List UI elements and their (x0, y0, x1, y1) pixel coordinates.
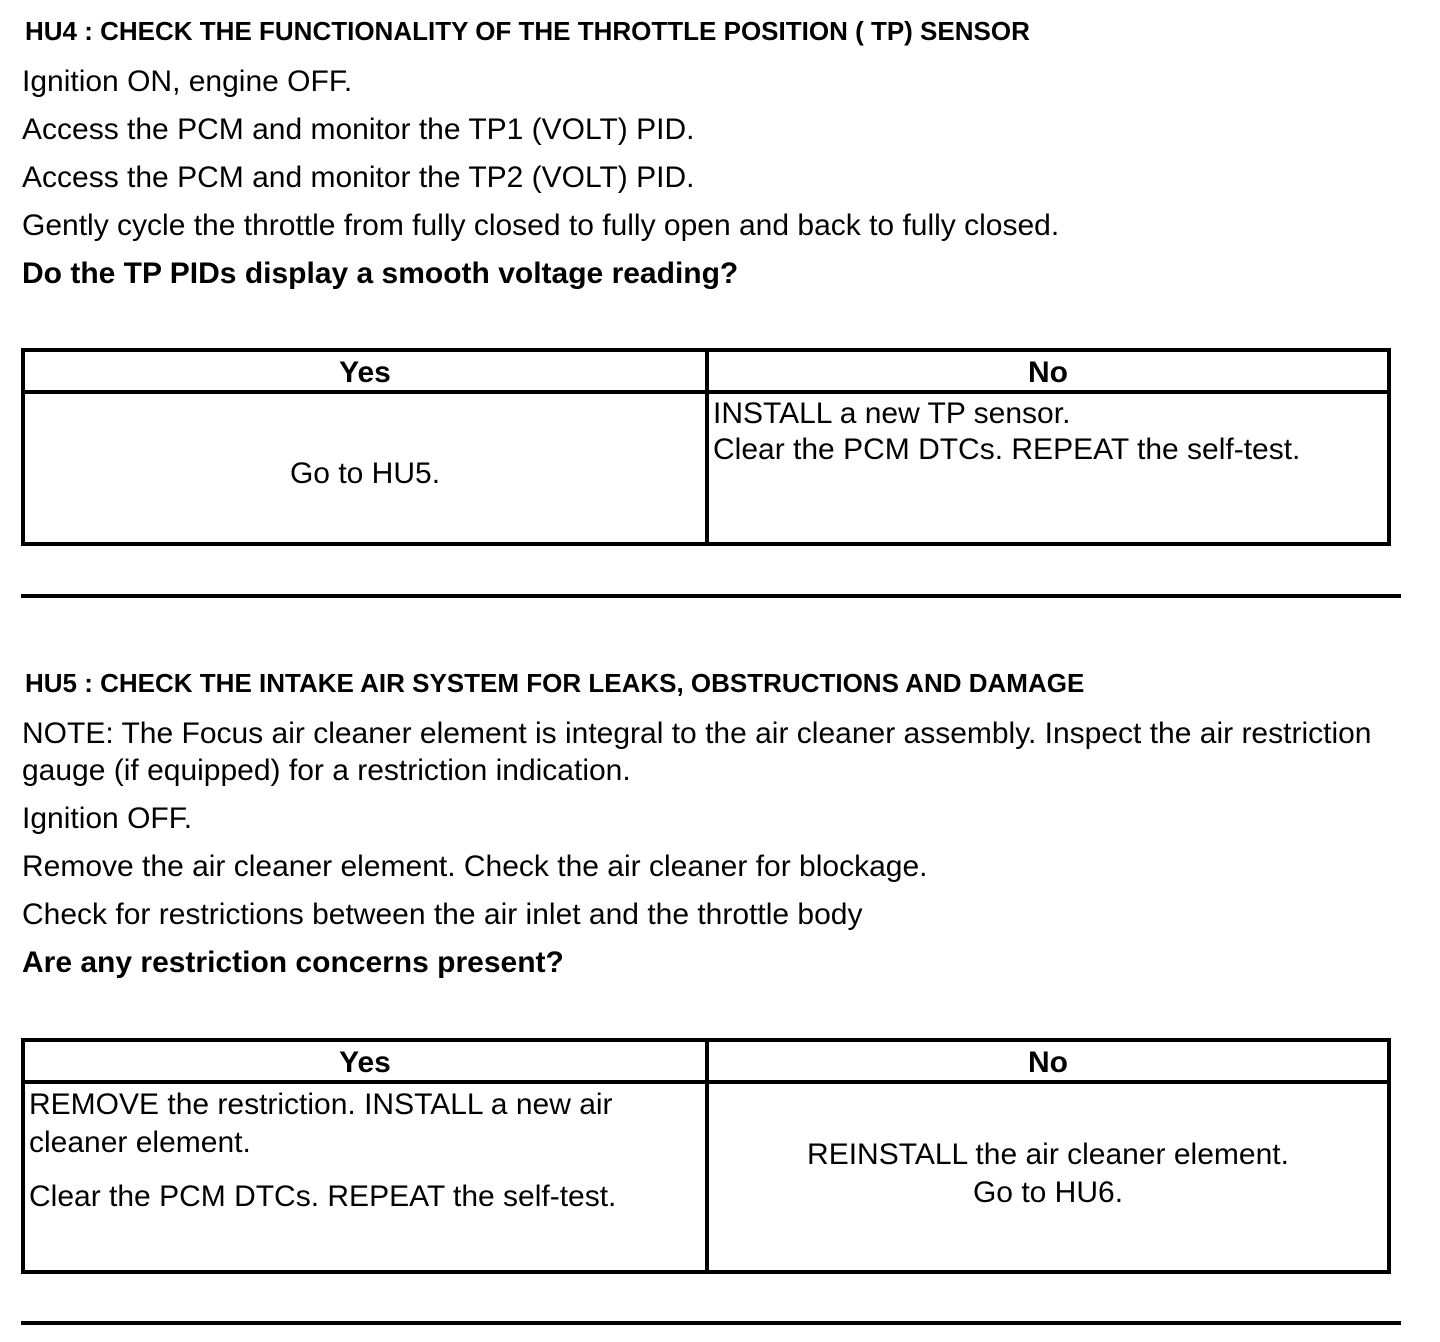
question-hu5: Are any restriction concerns present? (22, 946, 564, 979)
section-heading-hu5: HU5 : CHECK THE INTAKE AIR SYSTEM FOR LEAKS, OBSTRUCTIONS AND DAMAGE (25, 668, 1085, 698)
cell-line: REMOVE the restriction. INSTALL a new air (29, 1088, 613, 1121)
step-monitor-tp1: Access the PCM and monitor the TP1 (VOLT) PID. (22, 113, 695, 146)
decision-table-hu4 (21, 348, 1391, 546)
cell-line: Clear the PCM DTCs. REPEAT the self-test. (29, 1180, 617, 1213)
table-header-yes: Yes (339, 1046, 391, 1079)
cell-line: Go to HU6. (972, 1176, 1124, 1209)
step-remove-air-cleaner: Remove the air cleaner element. Check the air cleaner for blockage. (22, 850, 928, 883)
cell-line: REINSTALL the air cleaner element. (807, 1138, 1289, 1171)
table-cell-no (709, 1084, 1387, 1270)
cell-line: INSTALL a new TP sensor. (713, 397, 1071, 430)
step-cycle-throttle: Gently cycle the throttle from fully closed to fully open and back to fully closed. (22, 209, 1060, 242)
step-ignition-on: Ignition ON, engine OFF. (22, 65, 353, 98)
cell-line: Go to HU5. (289, 456, 441, 490)
table-cell-yes (25, 394, 705, 542)
step-ignition-off: Ignition OFF. (22, 802, 193, 835)
table-header-no: No (1028, 356, 1068, 389)
step-check-restrictions: Check for restrictions between the air inlet and the throttle body (22, 898, 863, 931)
section-divider-rule (21, 1321, 1401, 1325)
question-hu4: Do the TP PIDs display a smooth voltage reading? (22, 257, 739, 290)
section-divider-rule (21, 594, 1401, 598)
table-header-yes: Yes (339, 356, 391, 389)
decision-table-hu5 (21, 1038, 1391, 1274)
step-monitor-tp2: Access the PCM and monitor the TP2 (VOLT) PID. (22, 161, 695, 194)
cell-line: cleaner element. (29, 1126, 251, 1159)
section-heading-hu4: HU4 : CHECK THE FUNCTIONALITY OF THE THROTTLE POSITION ( TP) SENSOR (25, 16, 1030, 46)
table-cell-yes (25, 1084, 705, 1270)
table-cell-no (709, 394, 1387, 542)
table-header-no: No (1028, 1046, 1068, 1079)
step-note-air-cleaner: NOTE: The Focus air cleaner element is integral to the air cleaner assembly. Inspect the air restriction gauge (if equipped) for a restriction indication. (22, 717, 1372, 787)
cell-line: Clear the PCM DTCs. REPEAT the self-test. (713, 433, 1301, 466)
